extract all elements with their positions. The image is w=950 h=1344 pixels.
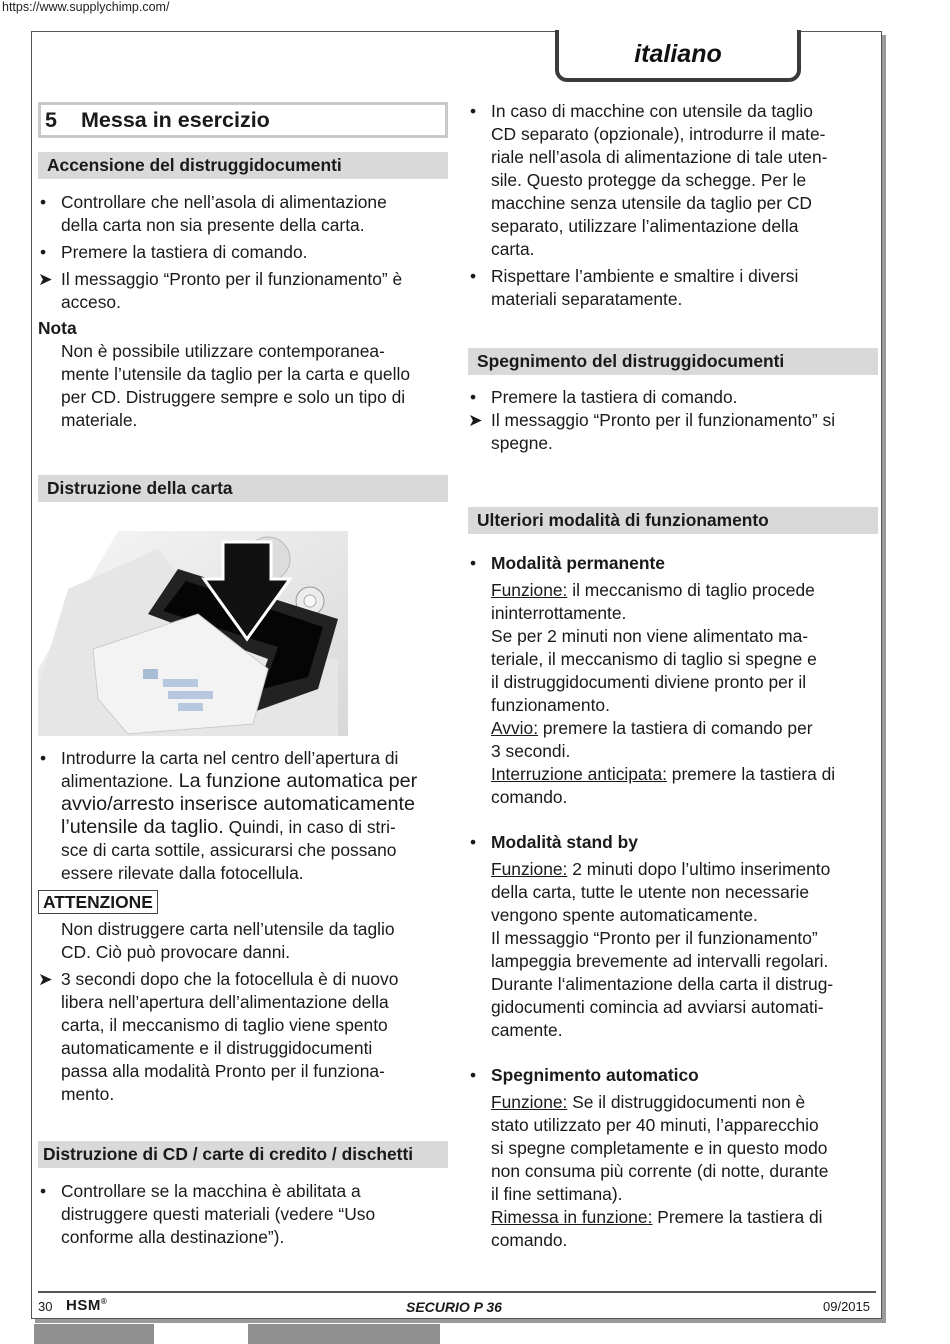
bullet-icon: • [470,553,477,573]
right-column [468,100,878,1252]
list-item: • Controllare che nell’asola di alimentazione della carta non sia presente della carta. [40,192,387,235]
list-item: • Introdurre la carta nel centro dell’apertura di alimentazione. La funzione automatica per avvio/arresto inserisce automaticamente l’utensile da taglio. Quindi, in caso di stri- sce di carta sottile, assicurarsi che possano essere rilevate dalla fotocellula. [40,748,418,883]
section-distruzione-cd: Distruzione di CD / carte di credito / dischetti [38,1141,448,1168]
shredder-illustration [38,529,338,736]
chapter-number: 5 [45,107,57,132]
arrow-right-icon: ➤ [468,410,483,430]
bullet-icon: • [470,387,477,407]
arrow-right-icon: ➤ [38,969,53,989]
result-item: ➤ 3 secondi dopo che la fotocellula è di nuovo libera nell’apertura dell’alimentazione della carta, il meccanismo di taglio viene spento automaticamente e il distruggidocumenti passa alla modalità Pronto per il funziona- mento. [38,969,399,1104]
bullet-icon: • [470,832,477,852]
page-edge-bar [34,1324,154,1344]
list-item: • In caso di macchine con utensile da taglio CD separato (opzionale), introdurre il mate- riale nell’asola di alimentazione di tale uten- sile. Questo protegge da schegge. Per le macchine senza utensile da taglio per CD separato, utilizzare l’alimentazione della carta. [470,101,828,259]
list-item: • Rispettare l’ambiente e smaltire i diversi materiali separatamente. [470,266,799,309]
section-accensione: Accensione del distruggidocumenti [38,152,448,179]
brand-logo: HSM® [66,1297,108,1314]
mode-permanente: • Modalità permanente Funzione: il meccanismo di taglio procede ininterrottamente. Se per 2 minuti non viene alimentato ma- teriale, il meccanismo di taglio si spegne e il distruggidocumenti diviene pronto per il funzionamento. Avvio: premere la tastiera di comando per 3 secondi. Interruzione anticipata: premere la tastiera di comando. [470,553,836,807]
bullet-icon: • [470,1065,477,1085]
page-edge-bar [248,1324,440,1344]
section-spegnimento: Spegnimento del distruggidocumenti [468,348,878,375]
source-url: https://www.supplychimp.com/ [2,0,170,14]
bullet-icon: • [40,242,47,262]
list-item: • Controllare se la macchina è abilitata a distruggere questi materiali (vedere “Uso conforme alla destinazione”). [40,1181,376,1247]
shredder-image [38,529,348,736]
attention-text: Non distruggere carta nell’utensile da taglio CD. Ciò può provocare danni. [61,919,395,962]
list-item: • Premere la tastiera di comando. [470,387,738,407]
page-number: 30 [38,1299,53,1314]
mode-stand-by: • Modalità stand by Funzione: 2 minuti dopo l’ultimo inserimento della carta, tutte le utente non necessarie vengono spente automaticamente. Il messaggio “Pronto per il funzionamento” lampeggia brevemente ad intervalli regolari. Durante l‘alimentazione della carta il distrug- gidocumenti comincia ad avviarsi automati- camente. [470,832,834,1040]
chapter-heading [38,102,448,138]
mode-spegnimento-automatico: • Spegnimento automatico Funzione: Se il distruggidocumenti non è stato utilizzato per 40 minuti, l’apparecchio si spegne completamente e in questo modo non consuma più corrente (di notte, durante il fine settimana). Rimessa in funzione: Premere la tastiera di comando. [470,1065,829,1250]
chapter-title: Messa in esercizio [81,107,270,132]
list-item: • Premere la tastiera di comando. [40,242,308,262]
footer-divider [38,1291,876,1293]
section-distruzione-carta: Distruzione della carta [38,475,448,502]
note-label: Nota [38,318,77,338]
result-item: ➤ Il messaggio “Pronto per il funzionamento” è acceso. [38,269,403,312]
language-tab: italiano [555,30,801,82]
footer-date: 09/2015 [823,1299,870,1314]
arrow-right-icon: ➤ [38,269,53,289]
bullet-icon: • [40,192,47,212]
section-ulteriori-modalita: Ulteriori modalità di funzionamento [468,507,878,534]
note-text: Non è possibile utilizzare contemporanea- mente l’utensile da taglio per la carta e quello per CD. Distruggere sempre e solo un tipo di materiale. [61,341,410,430]
bullet-icon: • [40,1181,47,1201]
bullet-icon: • [470,266,477,286]
bullet-icon: • [40,748,47,768]
attention-label: ATTENZIONE [38,890,158,914]
result-item: ➤ Il messaggio “Pronto per il funzionamento” si spegne. [468,410,836,453]
model-name: SECURIO P 36 [406,1299,502,1315]
bullet-icon: • [470,101,477,121]
left-column [38,102,448,1249]
